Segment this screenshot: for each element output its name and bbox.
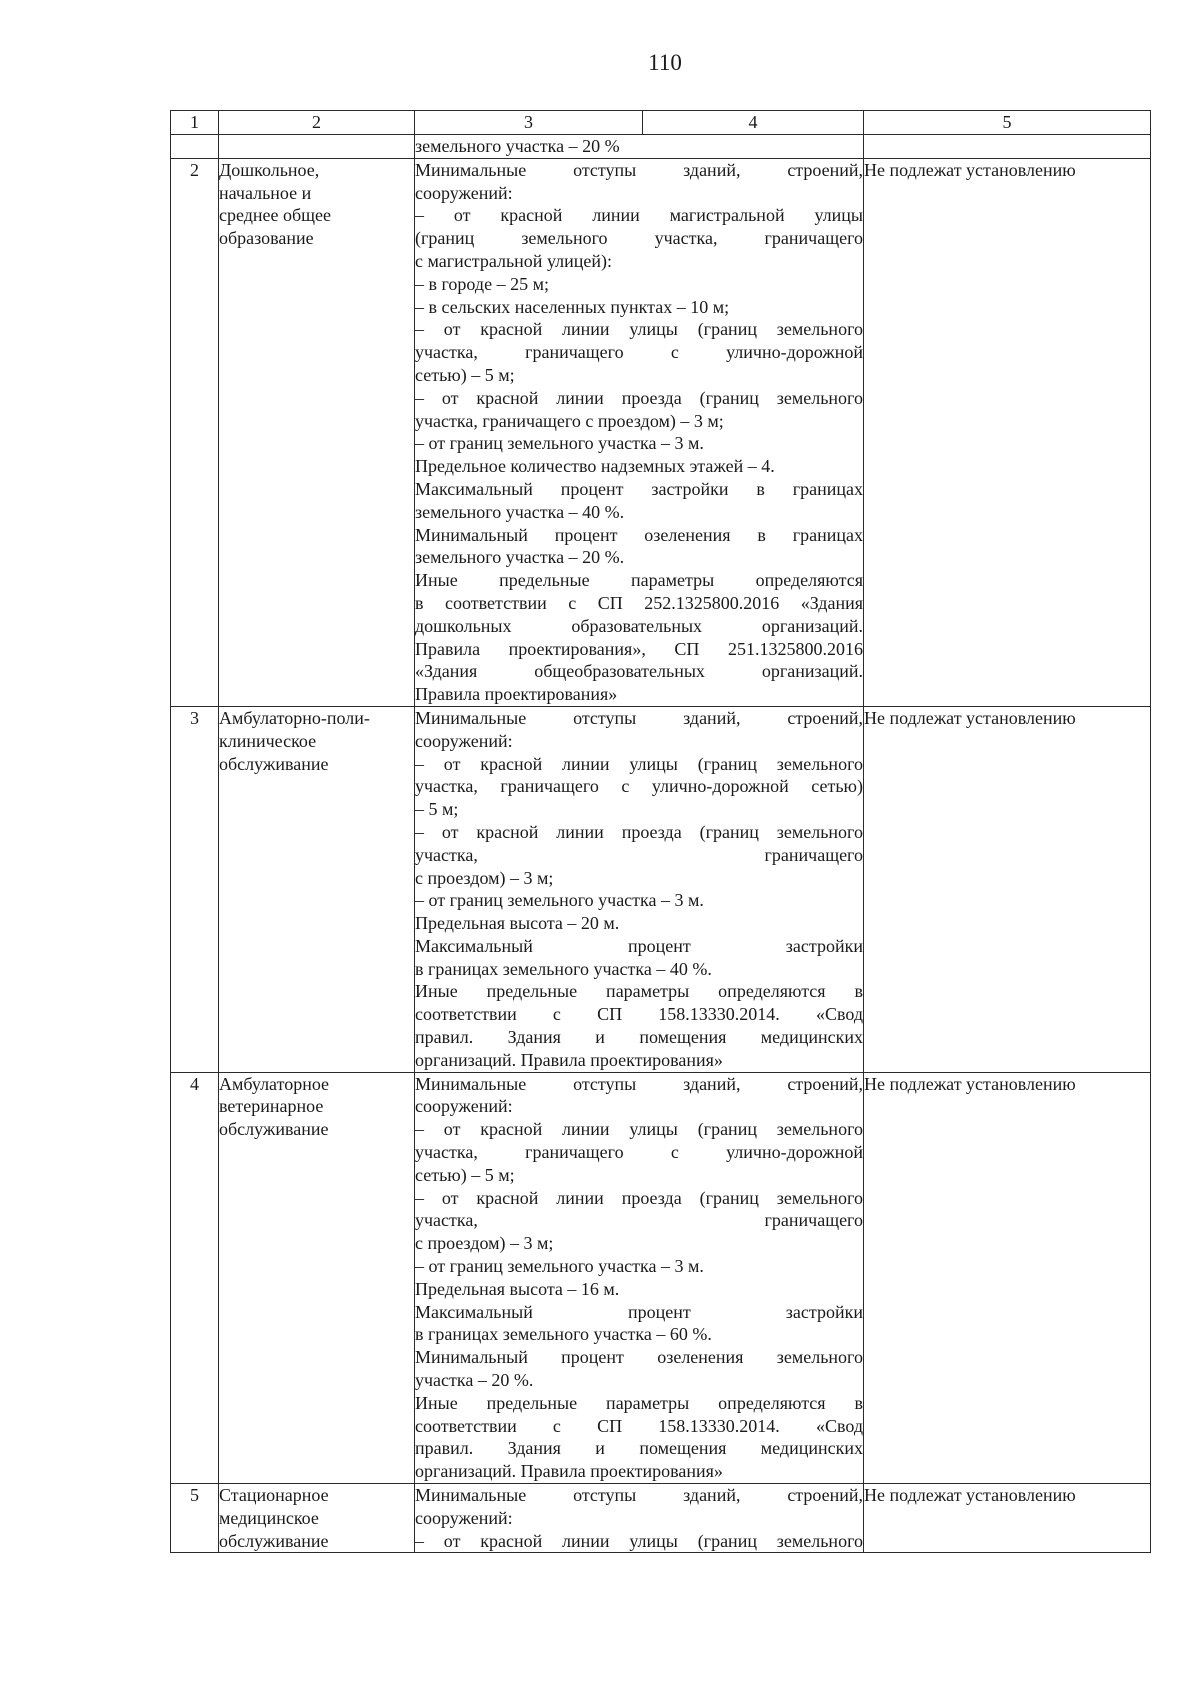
header-col-3: 3 (415, 111, 643, 134)
table-row (171, 158, 1151, 706)
continuation-row (171, 134, 1151, 158)
parameter-line: сооружений: (415, 182, 513, 203)
land-use-type-line: Амбулаторное (219, 1073, 330, 1094)
land-use-type-line: образование (219, 228, 314, 249)
parameter-line: (границ земельного участка, граничащего (415, 228, 863, 249)
table-row (171, 706, 1151, 1072)
row-number: 3 (171, 706, 219, 1072)
row-number: 4 (171, 1072, 219, 1483)
parameter-line: «Здания общеобразовательных организаций. (415, 661, 863, 682)
parameter-line: Минимальный процент озеленения в границах (415, 524, 863, 545)
parameter-line: Иные предельные параметры определяются (415, 570, 863, 591)
parameter-line: с магистральной улицей): (415, 250, 613, 271)
parameter-line: дошкольных образовательных организаций. (415, 615, 863, 636)
parameter-line: соответствии с СП 158.13330.2014. «Свод (415, 1415, 863, 1436)
parameter-line: Максимальный процент застройки (415, 1301, 863, 1322)
parameter-line: Иные предельные параметры определяются в (415, 1392, 863, 1413)
header-col-5: 5 (864, 111, 1151, 135)
parameter-line: – от красной линии улицы (границ земельного (415, 1119, 863, 1140)
parameter-line: – от красной линии проезда (границ земельного (415, 821, 863, 842)
parameter-line: – от границ земельного участка – 3 м. (415, 1256, 704, 1277)
parameter-line: – от границ земельного участка – 3 м. (415, 433, 704, 454)
parameter-line: сооружений: (415, 1507, 513, 1528)
parameter-line: Минимальные отступы зданий, строений, (415, 1073, 863, 1094)
parameter-line: правил. Здания и помещения медицинских (415, 1027, 863, 1048)
parameter-line: Максимальный процент застройки (415, 935, 863, 956)
parameter-line: участка, граничащего с улично-дорожной сетью) (415, 776, 863, 797)
parameter-line: в границах земельного участка – 40 %. (415, 958, 712, 979)
parameter-line: Правила проектирования» (415, 684, 618, 705)
land-use-type-line: ветеринарное (219, 1096, 324, 1117)
parameter-line: участка, граничащего с улично-дорожной (415, 1142, 863, 1163)
parameter-line: земельного участка – 40 %. (415, 501, 625, 522)
parameter-line: Иные предельные параметры определяются в (415, 981, 863, 1002)
land-use-type-line: начальное и (219, 182, 312, 203)
land-use-type (219, 706, 415, 1072)
parameter-line: Минимальный процент озеленения земельного (415, 1347, 863, 1368)
header-col-2: 2 (219, 111, 415, 135)
land-use-type (219, 1484, 415, 1553)
parameter-line: участка, граничащего (415, 1210, 863, 1231)
parameter-line: земельного участка – 20 %. (415, 547, 625, 568)
land-use-type-line: обслуживание (219, 1119, 329, 1140)
page-number: 110 (648, 50, 682, 75)
land-use-type (219, 158, 415, 706)
land-use-table (170, 110, 1151, 1553)
parameter-line: – 5 м; (415, 799, 459, 820)
parameter-line: организаций. Правила проектирования» (415, 1049, 723, 1070)
land-use-type (219, 1072, 415, 1483)
parameter-line: в соответствии с СП 252.1325800.2016 «Здания (415, 592, 863, 613)
parameter-line: сооружений: (415, 1096, 513, 1117)
parameter-line: с проездом) – 3 м; (415, 867, 554, 888)
parameter-line: Минимальные отступы зданий, строений, (415, 1485, 863, 1506)
land-use-type-line: обслуживание (219, 1530, 329, 1551)
parameter-line: Минимальные отступы зданий, строений, (415, 159, 863, 180)
parameter-line: соответствии с СП 158.13330.2014. «Свод (415, 1004, 863, 1025)
parameter-line: – от границ земельного участка – 3 м. (415, 890, 704, 911)
continuation-text: земельного участка – 20 % (415, 134, 864, 158)
parameter-line: Максимальный процент застройки в границах (415, 478, 863, 499)
land-use-type-line: клиническое (219, 730, 317, 751)
parameter-line: – в городе – 25 м; (415, 273, 549, 294)
parameter-line: – от красной линии проезда (границ земельного (415, 387, 863, 408)
parameter-line: участка – 20 %. (415, 1370, 534, 1391)
parameter-line: участка, граничащего (415, 844, 863, 865)
land-use-type-line: обслуживание (219, 753, 329, 774)
header-col-4: 4 (748, 112, 758, 132)
row-number: 2 (171, 158, 219, 706)
parameter-line: Предельная высота – 16 м. (415, 1278, 620, 1299)
parameter-line: организаций. Правила проектирования» (415, 1461, 723, 1482)
parameter-line: участка, граничащего с улично-дорожной (415, 342, 863, 363)
table-row (171, 1072, 1151, 1483)
header-col-3-4 (415, 111, 864, 135)
parameter-line: в границах земельного участка – 60 %. (415, 1324, 712, 1345)
parameter-line: – от красной линии магистральной улицы (415, 205, 863, 226)
row-number: 5 (171, 1484, 219, 1553)
parameter-line: сооружений: (415, 730, 513, 751)
land-use-type-line: Стационарное (219, 1485, 329, 1506)
land-use-type-line: Дошкольное, (219, 159, 320, 180)
parameter-line: – в сельских населенных пунктах – 10 м; (415, 296, 730, 317)
parameter-line: Правила проектирования», СП 251.1325800.2016 (415, 638, 863, 659)
table-row (171, 1484, 1151, 1553)
parameter-line: участка, граничащего с проездом) – 3 м; (415, 410, 724, 431)
restriction-note: Не подлежат установлению (864, 1072, 1151, 1483)
parameter-line: Минимальные отступы зданий, строений, (415, 707, 863, 728)
land-use-type-line: Амбулаторно-поли- (219, 707, 370, 728)
land-use-type-line: среднее общее (219, 205, 332, 226)
parameter-line: – от красной линии проезда (границ земельного (415, 1187, 863, 1208)
parameter-line: – от красной линии улицы (границ земельного (415, 1530, 863, 1551)
parameter-line: сетью) – 5 м; (415, 364, 515, 385)
parameter-line: правил. Здания и помещения медицинских (415, 1438, 863, 1459)
restriction-note: Не подлежат установлению (864, 706, 1151, 1072)
parameter-line: – от красной линии улицы (границ земельного (415, 753, 863, 774)
parameter-line: Предельная высота – 20 м. (415, 913, 620, 934)
building-parameters (415, 706, 864, 1072)
parameter-line: – от красной линии улицы (границ земельного (415, 319, 863, 340)
building-parameters (415, 1484, 864, 1553)
restriction-note: Не подлежат установлению (864, 1484, 1151, 1553)
restriction-note: Не подлежат установлению (864, 158, 1151, 706)
building-parameters (415, 1072, 864, 1483)
parameter-line: Предельное количество надземных этажей – 4. (415, 456, 775, 477)
parameter-line: с проездом) – 3 м; (415, 1233, 554, 1254)
header-col-1: 1 (171, 111, 219, 135)
parameter-line: сетью) – 5 м; (415, 1164, 515, 1185)
table-header-row (171, 111, 1151, 135)
land-use-type-line: медицинское (219, 1507, 319, 1528)
building-parameters (415, 158, 864, 706)
